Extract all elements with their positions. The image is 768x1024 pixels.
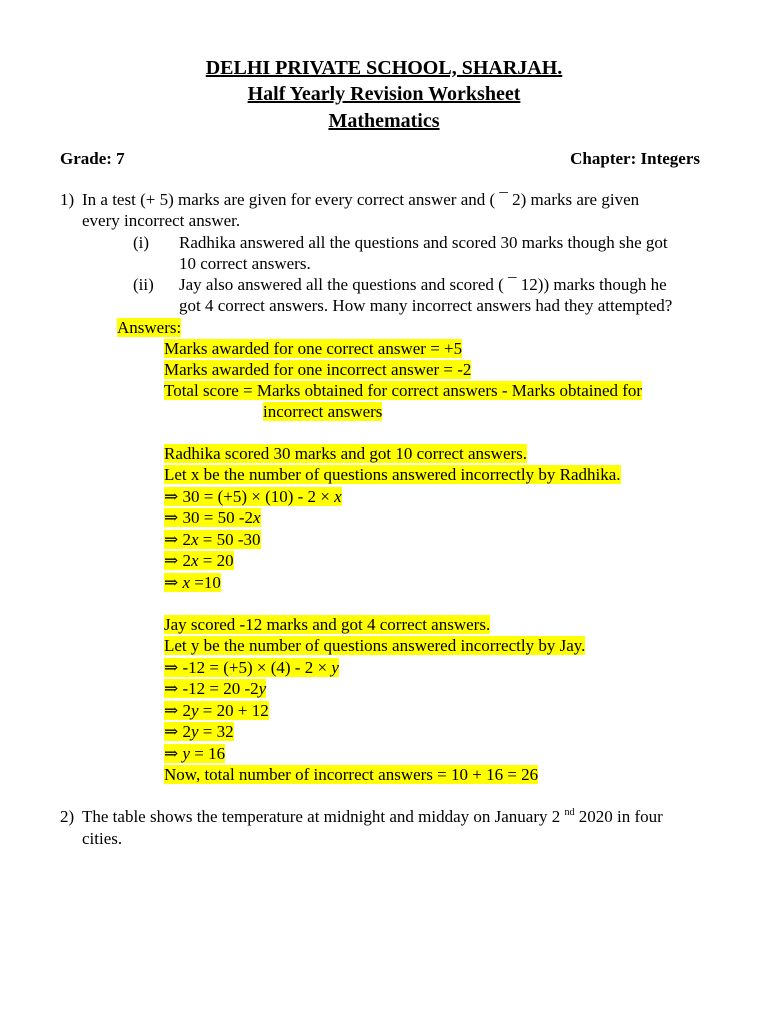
equation-line: ⇒ 2x = 20 <box>164 551 234 570</box>
subpart-text: got 4 correct answers. How many incorrect answers had they attempted? <box>179 296 673 315</box>
answer-line: Marks awarded for one correct answer = +5 <box>164 339 463 358</box>
answer-line: Total score = Marks obtained for correct answers - Marks obtained for <box>164 381 643 400</box>
equation-line: ⇒ 2y = 20 + 12 <box>164 701 269 720</box>
subpart-text: 10 correct answers. <box>179 254 311 273</box>
subject-title: Mathematics <box>328 110 440 132</box>
answer-line: Let y be the number of questions answered incorrectly by Jay. <box>164 636 586 655</box>
question-1-text: every incorrect answer. <box>82 211 241 230</box>
question-1-number: 1) <box>60 190 75 209</box>
subpart-label: (ii) <box>133 275 154 294</box>
answer-line: Jay scored -12 marks and got 4 correct answers. <box>164 615 491 634</box>
equation-line: ⇒ y = 16 <box>164 744 226 763</box>
equation-line: ⇒ x =10 <box>164 573 221 592</box>
final-answer: Now, total number of incorrect answers = 10 + 16 = 26 <box>164 765 539 784</box>
equation-line: ⇒ -12 = (+5) × (4) - 2 × y <box>164 658 339 677</box>
question-2-number: 2) <box>60 807 75 826</box>
subpart-text: Jay also answered all the questions and scored ( ¯ 12)) marks though he <box>179 275 667 294</box>
answer-line: Let x be the number of questions answered incorrectly by Radhika. <box>164 465 621 484</box>
answer-line: incorrect answers <box>263 402 383 421</box>
worksheet-title: Half Yearly Revision Worksheet <box>247 83 521 105</box>
school-title: DELHI PRIVATE SCHOOL, SHARJAH. <box>205 57 563 79</box>
grade-label: Grade: 7 <box>60 149 125 168</box>
equation-line: ⇒ 30 = 50 -2x <box>164 508 261 527</box>
question-2-text: The table shows the temperature at midnight and midday on January 2 $^{nd}$ 2020 in four <box>82 807 663 826</box>
equation-line: ⇒ 30 = (+5) × (10) - 2 × x <box>164 487 342 506</box>
answer-line: Radhika scored 30 marks and got 10 correct answers. <box>164 444 528 463</box>
equation-line: ⇒ 2y = 32 <box>164 722 234 741</box>
chapter-label: Chapter: Integers <box>570 149 700 168</box>
equation-line: ⇒ 2x = 50 -30 <box>164 530 261 549</box>
equation-line: ⇒ -12 = 20 -2y <box>164 679 267 698</box>
answer-line: Marks awarded for one incorrect answer = -2 <box>164 360 472 379</box>
subpart-text: Radhika answered all the questions and scored 30 marks though she got <box>179 233 668 252</box>
answers-heading: Answers: <box>117 318 182 337</box>
question-2-text: cities. <box>82 829 123 848</box>
question-1-text: In a test (+ 5) marks are given for every correct answer and ( ¯ 2) marks are given <box>82 190 640 209</box>
subpart-label: (i) <box>133 233 150 252</box>
